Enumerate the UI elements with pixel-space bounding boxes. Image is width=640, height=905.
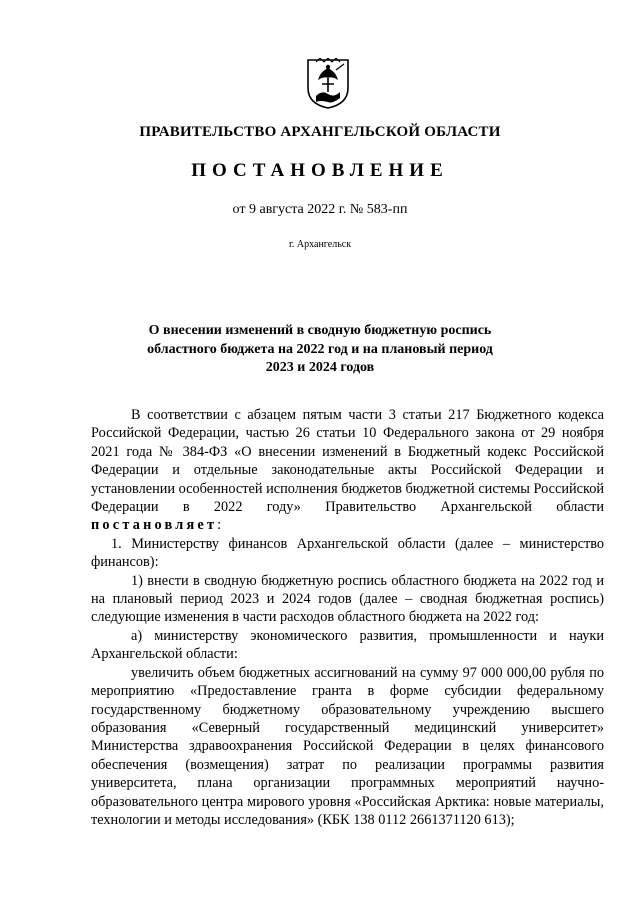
- title-line: О внесении изменений в сводную бюджетную роспись: [148, 323, 492, 338]
- paragraph-subitem-a: а) министерству экономического развития, промышленности и науки Архангельской области:: [91, 627, 604, 663]
- preamble-text: В соответствии с абзацем пятым части 3 статьи 217 Бюджетного кодекса Российской Федерации, частью 26 статьи 10 Федерального закона от 29 ноября 2021 года № 384-ФЗ «О внесении изменений в Бюджетный кодекс Российской Федерации и отдельные законодательные акты Российской Федерации и установлении особенностей исполнения бюджетов бюджетной системы Российской Федерации в 2022 году» Правительство Архангельской области: [91, 407, 604, 516]
- paragraph-preamble: [91, 406, 604, 535]
- title-line: областного бюджета на 2022 год и на плановый период: [147, 341, 493, 357]
- document-body: [91, 406, 604, 829]
- city: г. Архангельск: [288, 239, 352, 250]
- decree-word: постановляет: [91, 517, 218, 534]
- document-type: ПОСТАНОВЛЕНИЕ: [191, 160, 449, 181]
- paragraph-item-1: 1. Министерству финансов Архангельской области (далее – министерство финансов):: [91, 535, 604, 571]
- document-title: [120, 322, 520, 378]
- date-and-number: от 9 августа 2022 г. № 583-пп: [232, 202, 408, 217]
- paragraph-increase: увеличить объем бюджетных ассигнований на сумму 97 000 000,00 рубля по мероприятию «Предоставление гранта в форме субсидии федеральному государственному бюджетному образовательному учреждению высшего образования «Северный государственный медицинский университет» Министерства здравоохранения Российской Федерации в целях финансового обеспечения (возмещения) затрат по реализации программы развития университета, плана организации программных мероприятий научно-образовательного центра мирового уровня «Российская Арктика: новые материалы, технологии и методы исследования» (КБК 138 0112 2661371120 613);: [91, 664, 604, 828]
- government-name: ПРАВИТЕЛЬСТВО АРХАНГЕЛЬСКОЙ ОБЛАСТИ: [139, 124, 501, 140]
- title-line: 2023 и 2024 годов: [265, 360, 375, 375]
- arkhangelsk-coat-of-arms-icon: [306, 58, 350, 110]
- preamble-end: :: [217, 517, 222, 534]
- paragraph-subitem-1: 1) внести в сводную бюджетную роспись областного бюджета на 2022 год и на плановый период 2023 и 2024 годов (далее – сводная бюджетная роспись) следующие изменения в части расходов областного бюджета на 2022 год:: [91, 572, 604, 626]
